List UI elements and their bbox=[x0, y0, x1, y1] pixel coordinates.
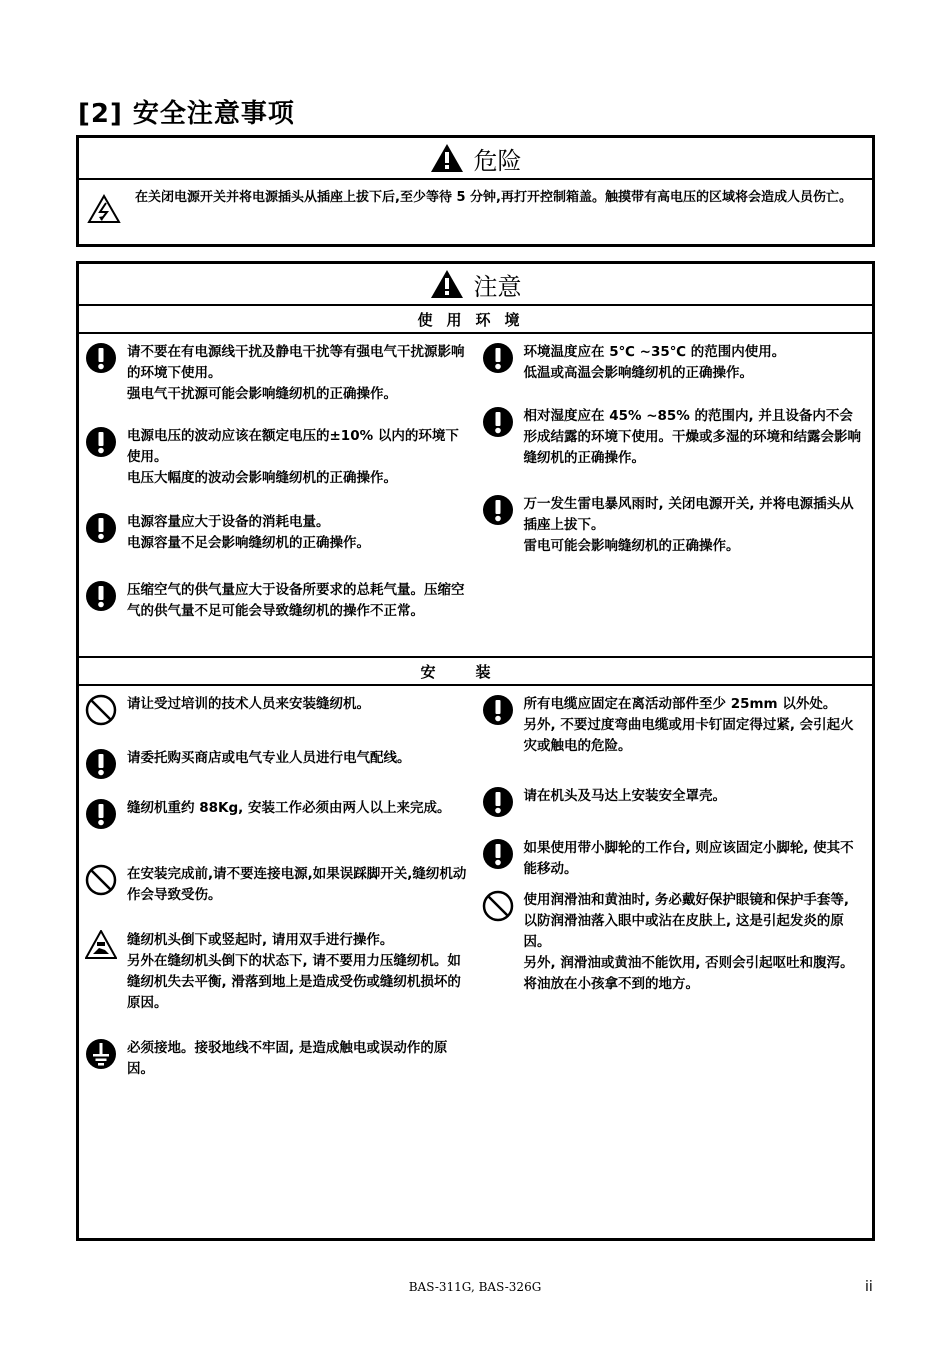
install-left-item bbox=[85, 798, 470, 830]
env-left-column bbox=[79, 334, 476, 656]
env-right-item bbox=[482, 494, 867, 557]
danger-box bbox=[76, 135, 875, 247]
install-left-text: 请让受过培训的技术人员来安装缝纫机。 bbox=[127, 696, 370, 712]
ground-icon bbox=[85, 1038, 119, 1080]
install-right-item bbox=[482, 786, 867, 818]
env-right-text: 相对湿度应在 45% ~85% 的范围内, 并且设备内不会形成结露的环境下使用。干燥或多湿的环境和结露会影响缝纫机的正确操作。 bbox=[523, 408, 861, 466]
danger-title-bar bbox=[79, 138, 872, 180]
mandatory-icon bbox=[85, 580, 119, 622]
warning-triangle-icon bbox=[430, 143, 464, 173]
install-left-item bbox=[85, 864, 470, 906]
install-left-text: 在安装完成前,请不要连接电源,如果误踩脚开关,缝纫机动作会导致受伤。 bbox=[127, 866, 467, 903]
danger-title: 危险 bbox=[473, 146, 522, 175]
env-section-title: 使用环境 bbox=[79, 306, 872, 334]
warning-triangle-icon bbox=[430, 269, 464, 299]
env-right-item bbox=[482, 406, 867, 469]
install-left-item bbox=[85, 748, 470, 780]
mandatory-icon bbox=[85, 426, 119, 489]
install-left-text: 缝纫机重约 88Kg, 安装工作必须由两人以上来完成。 bbox=[127, 800, 451, 816]
caution-title-bar bbox=[79, 264, 872, 306]
mandatory-icon bbox=[482, 406, 516, 469]
mandatory-icon bbox=[482, 342, 516, 384]
env-right-text: 万一发生雷电暴风雨时, 关闭电源开关, 并将电源插头从插座上拔下。 雷电可能会影响缝纫机的正确操作。 bbox=[523, 496, 854, 554]
env-left-text: 请不要在有电源线干扰及静电干扰等有强电气干扰源影响的环境下使用。 强电气干扰源可能会影响缝纫机的正确操作。 bbox=[127, 344, 465, 402]
mandatory-icon bbox=[85, 342, 119, 405]
page-number: ii bbox=[865, 1279, 873, 1295]
mandatory-icon bbox=[482, 694, 516, 757]
mandatory-icon bbox=[85, 512, 119, 554]
install-left-item bbox=[85, 1038, 470, 1080]
caution-box bbox=[76, 261, 875, 1241]
env-left-item bbox=[85, 426, 470, 489]
mandatory-icon bbox=[482, 838, 516, 880]
high-voltage-icon bbox=[87, 194, 121, 224]
env-right-column bbox=[476, 334, 873, 656]
install-right-item bbox=[482, 838, 867, 880]
install-left-column bbox=[79, 686, 476, 1236]
env-left-text: 压缩空气的供气量应大于设备所要求的总耗气量。压缩空气的供气量不足可能会导致缝纫机的操作不正常。 bbox=[127, 582, 465, 619]
install-right-column bbox=[476, 686, 873, 1236]
env-left-item bbox=[85, 342, 470, 405]
env-left-item bbox=[85, 580, 470, 622]
install-section-title: 安装 bbox=[79, 656, 872, 686]
env-left-text: 电源电压的波动应该在额定电压的±10% 以内的环境下使用。 电压大幅度的波动会影响缝纫机的正确操作。 bbox=[127, 428, 459, 486]
install-left-item bbox=[85, 930, 470, 1014]
env-left-item bbox=[85, 512, 470, 554]
install-left-text: 请委托购买商店或电气专业人员进行电气配线。 bbox=[127, 750, 411, 766]
install-right-text: 如果使用带小脚轮的工作台, 则应该固定小脚轮, 使其不能移动。 bbox=[523, 840, 854, 877]
mandatory-icon bbox=[85, 748, 119, 780]
install-left-text: 必须接地。接驳地线不牢固, 是造成触电或误动作的原因。 bbox=[127, 1040, 448, 1077]
install-right-text: 请在机头及马达上安装安全罩壳。 bbox=[523, 788, 726, 804]
prohibited-icon bbox=[85, 864, 119, 906]
hand-pinch-warning-icon bbox=[85, 930, 119, 1014]
install-right-item bbox=[482, 890, 867, 995]
env-right-item bbox=[482, 342, 867, 384]
mandatory-icon bbox=[85, 798, 119, 830]
section-heading: [2] 安全注意事项 bbox=[78, 99, 295, 129]
caution-title: 注意 bbox=[473, 272, 522, 301]
install-right-item bbox=[482, 694, 867, 757]
env-left-text: 电源容量应大于设备的消耗电量。 电源容量不足会影响缝纫机的正确操作。 bbox=[127, 514, 370, 551]
prohibited-icon bbox=[482, 890, 516, 995]
env-right-text: 环境温度应在 5℃ ~35℃ 的范围内使用。 低温或高温会影响缝纫机的正确操作。 bbox=[523, 344, 786, 381]
prohibited-icon bbox=[85, 694, 119, 726]
install-left-item bbox=[85, 694, 470, 726]
install-right-text: 所有电缆应固定在离活动部件至少 25mm 以外处。 另外, 不要过度弯曲电缆或用卡钉固定得过紧, 会引起火灾或触电的危险。 bbox=[523, 696, 854, 754]
install-right-text: 使用润滑油和黄油时, 务必戴好保护眼镜和保护手套等, 以防润滑油落入眼中或沾在皮肤上, 这是引起发炎的原因。 另外, 润滑油或黄油不能饮用, 否则会引起呕吐和腹泻。 将油放在小孩拿不到的地方。 bbox=[523, 892, 854, 992]
mandatory-icon bbox=[482, 786, 516, 818]
install-left-text: 缝纫机头倒下或竖起时, 请用双手进行操作。 另外在缝纫机头倒下的状态下, 请不要用力压缝纫机。如缝纫机失去平衡, 滑落到地上是造成受伤或缝纫机损坏的原因。 bbox=[127, 932, 461, 1011]
footer-model: BAS-311G, BAS-326G bbox=[408, 1280, 542, 1294]
mandatory-icon bbox=[482, 494, 516, 557]
danger-text: 在关闭电源开关并将电源插头从插座上拔下后,至少等待 5 分钟,再打开控制箱盖。触摸带有高电压的区域将会造成人员伤亡。 bbox=[135, 190, 852, 205]
